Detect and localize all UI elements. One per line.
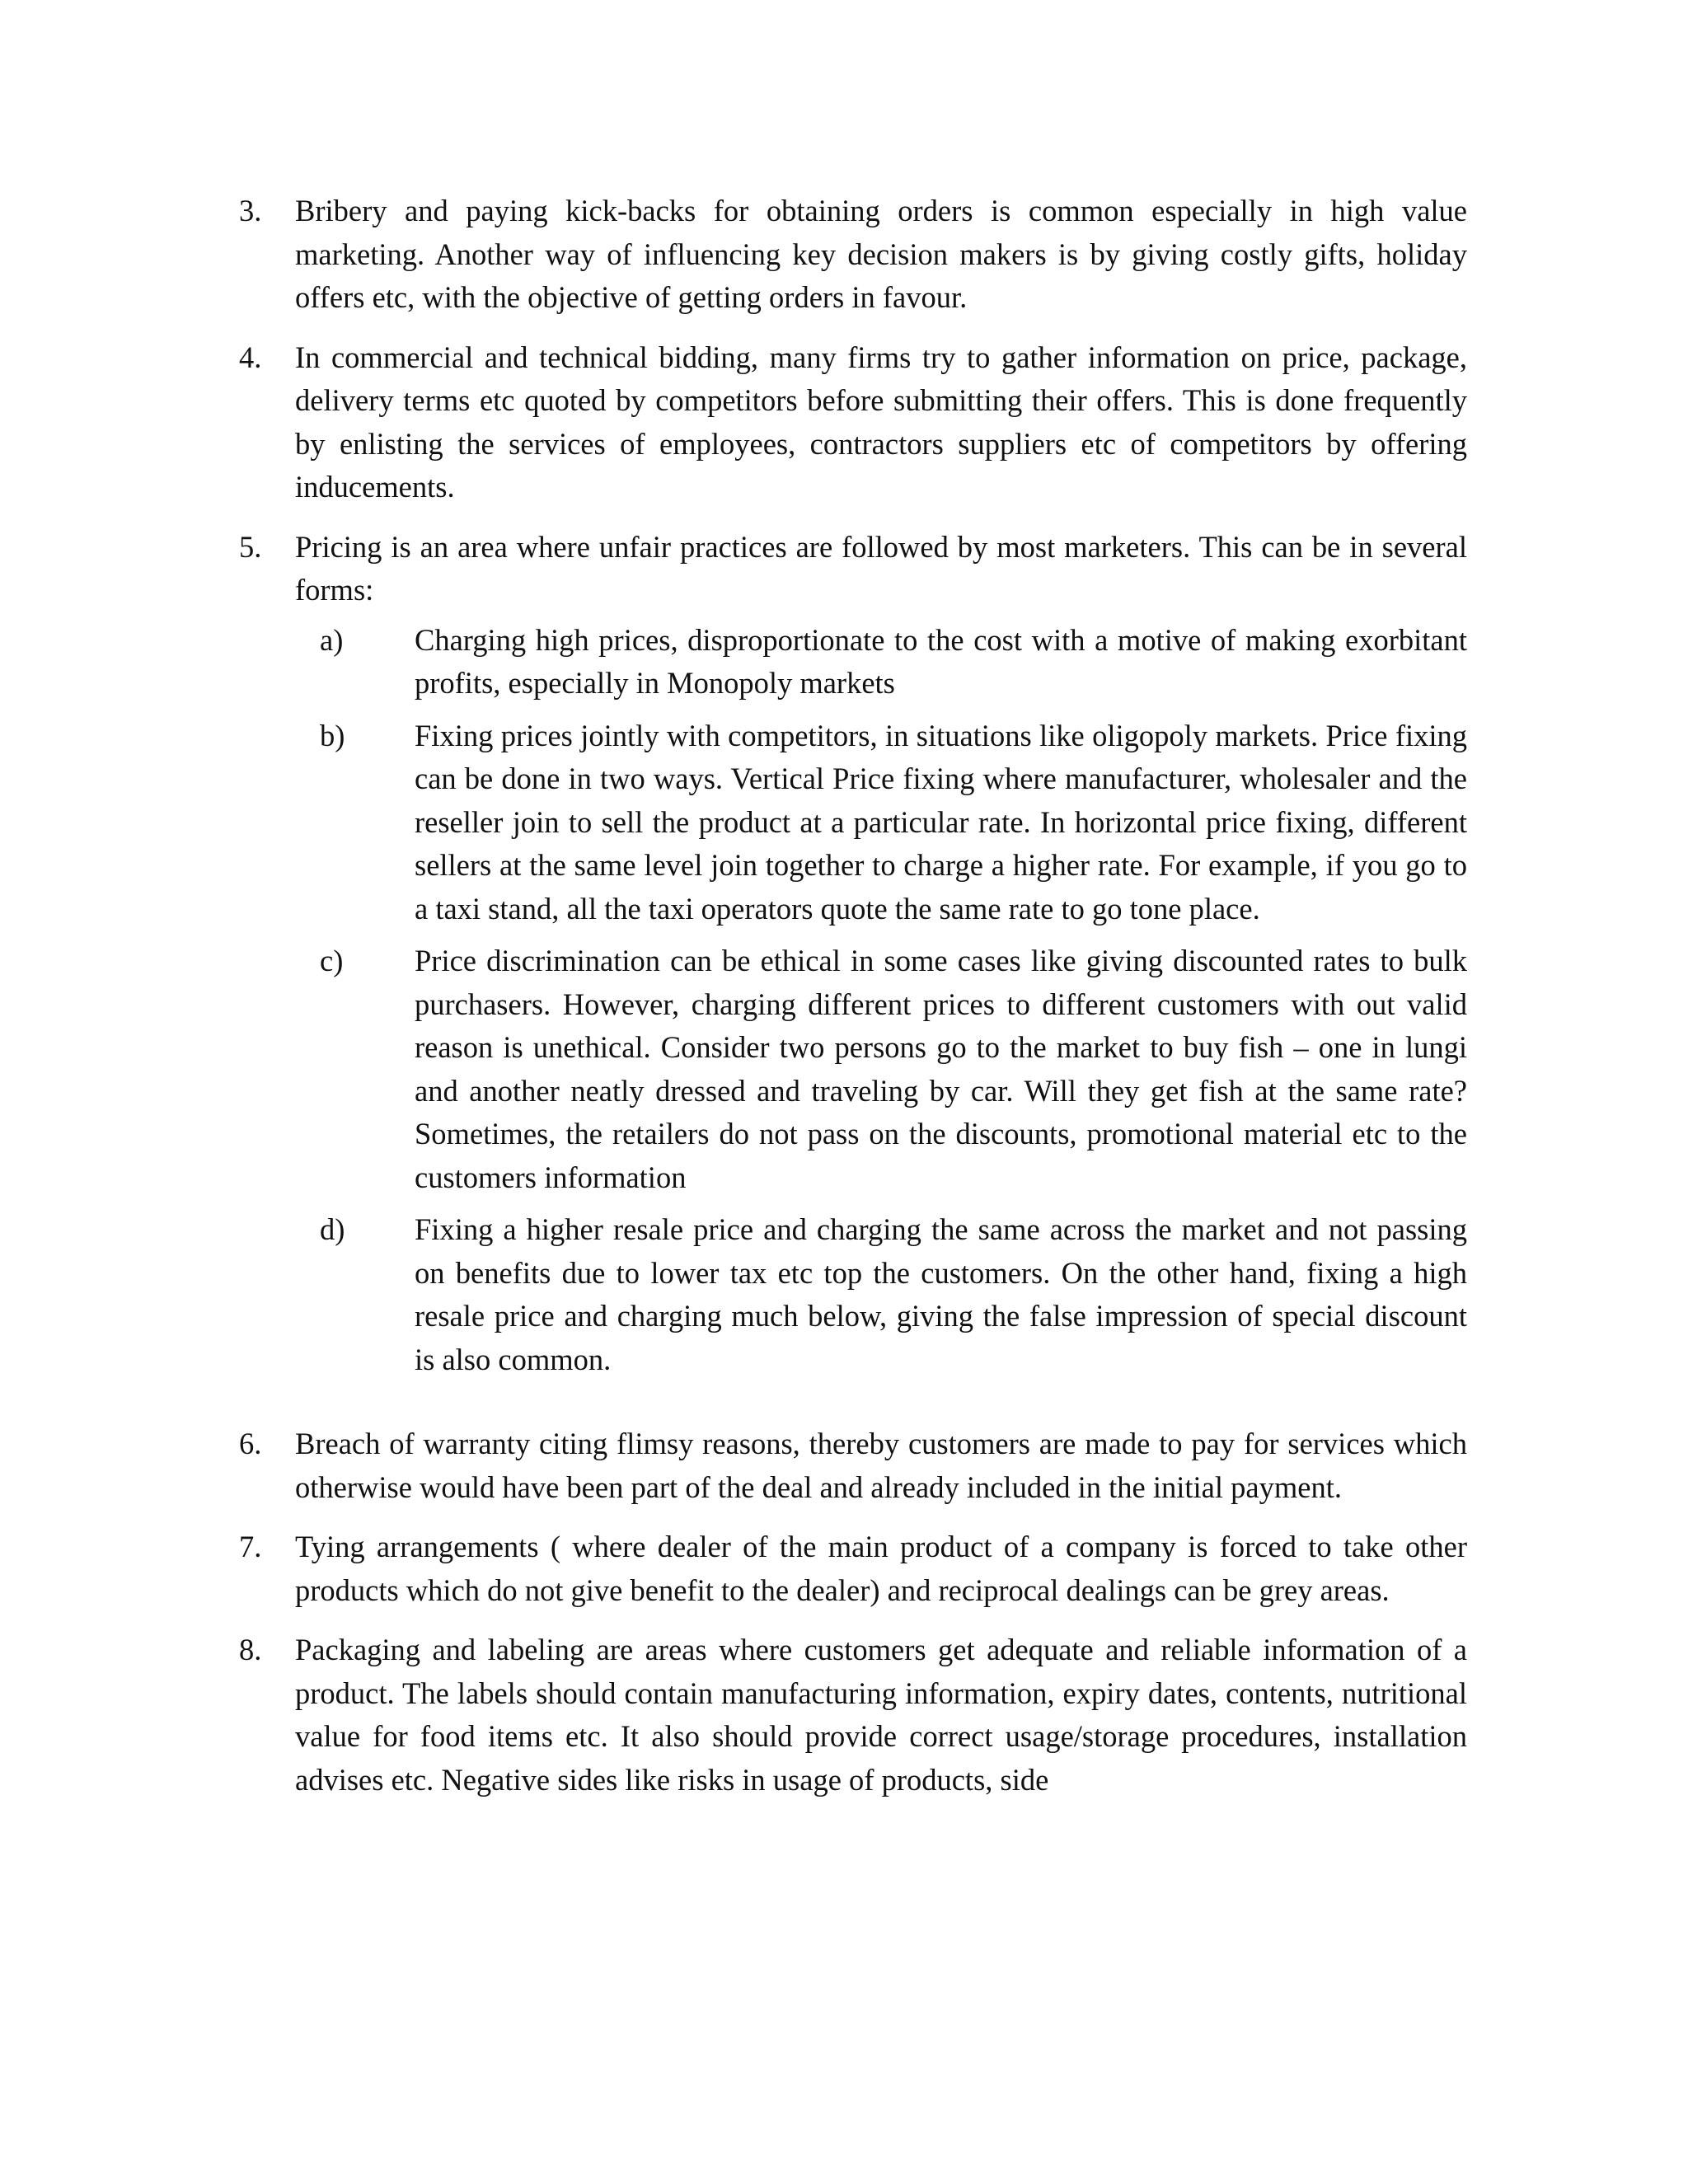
sub-item-text: Charging high prices, disproportionate to the cost with a motive of making exorbitant profits, especially in Monopoly markets [415,622,1467,700]
sub-item-label: b) [320,718,345,752]
sub-item-text: Price discrimination can be ethical in some cases like giving discounted rates to bulk purchasers. However, charging different prices to different customers with out valid reason is unethical. Consider two persons go to the market to buy fish – one in lungi and another neatly dressed and traveling by car. Will they get fish at the same rate? Sometimes, the retailers do not pass on the discounts, promotional material etc to the customers information [415,944,1467,1194]
sub-item-d [295,1208,1467,1381]
numbered-list [239,190,1467,1818]
list-number: 8. [239,1633,262,1666]
list-item-6 [239,1422,1467,1509]
list-item-body [295,336,1467,509]
list-item-text: Bribery and paying kick-backs for obtaining orders is common especially in high value marketing. Another way of influencing key decision makers is by giving costly gifts, holiday offers etc, with the objective of getting orders in favour. [295,194,1467,314]
sub-item-text: Fixing a higher resale price and charging the same across the market and not passing on benefits due to lower tax etc top the customers. On the other hand, fixing a high resale price and charging much below, giving the false impression of special discount is also common. [415,1212,1467,1376]
list-number: 7. [239,1530,262,1563]
list-item-text: Tying arrangements ( where dealer of the main product of a company is forced to take other products which do not give benefit to the dealer) and reciprocal dealings can be grey areas. [295,1530,1467,1607]
sub-list [295,619,1467,1382]
list-item-body [295,1526,1467,1612]
list-number: 4. [239,340,262,374]
list-item-8 [239,1629,1467,1802]
list-item-body [295,526,1467,1382]
sub-item-label: c) [320,944,344,977]
list-item-body [295,1422,1467,1509]
list-item-5 [239,526,1467,1382]
list-item-3 [239,190,1467,320]
list-item-body [295,190,1467,320]
list-item-text: In commercial and technical bidding, many firms try to gather information on price, package, delivery terms etc quoted by competitors before submitting their offers. This is done frequently by enlisting the services of employees, contractors suppliers etc of competitors by offering inducements. [295,340,1467,504]
list-number: 6. [239,1427,262,1460]
sub-item-c [295,940,1467,1199]
list-item-7 [239,1526,1467,1612]
list-item-text: Packaging and labeling are areas where customers get adequate and reliable information of a product. The labels should contain manufacturing information, expiry dates, contents, nutritional value for food items etc. It also should provide correct usage/storage procedures, installation advises etc. Negative sides like risks in usage of products, side [295,1633,1467,1797]
list-item-body [295,1629,1467,1802]
sub-item-b [295,715,1467,931]
list-number: 3. [239,194,262,227]
list-item-text: Pricing is an area where unfair practices are followed by most marketers. This can be in several forms: [295,529,1467,607]
sub-item-a [295,619,1467,705]
list-number: 5. [239,529,262,564]
sub-item-text: Fixing prices jointly with competitors, in situations like oligopoly markets. Price fixing can be done in two ways. Vertical Price fixing where manufacturer, wholesaler and the reseller join to sell the product at a particular rate. In horizontal price fixing, different sellers at the same level join together to charge a higher rate. For example, if you go to a taxi stand, all the taxi operators quote the same rate to go tone place. [415,718,1467,926]
list-item-4 [239,336,1467,509]
sub-item-label: a) [320,622,344,657]
sub-item-label: d) [320,1212,345,1246]
list-item-text: Breach of warranty citing flimsy reasons, thereby customers are made to pay for services which otherwise would have been part of the deal and already included in the initial payment. [295,1427,1467,1504]
